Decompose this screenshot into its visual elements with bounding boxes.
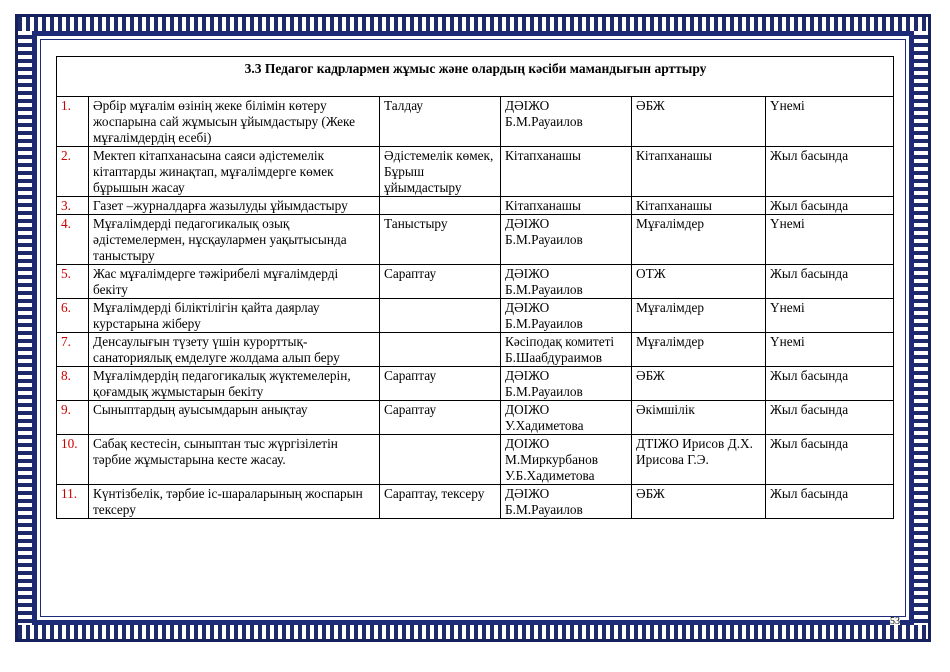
form-cell: Таныстыру [380, 215, 501, 265]
form-cell: Талдау [380, 97, 501, 147]
place-cell: Кітапханашы [632, 197, 766, 215]
row-number: 3. [57, 197, 89, 215]
form-cell: Сараптау [380, 401, 501, 435]
place-cell: ӘБЖ [632, 367, 766, 401]
task-cell: Күнтізбелік, тәрбие іс-шараларының жоспарын тексеру [89, 485, 380, 519]
table-row [57, 435, 894, 485]
responsible-cell: ДӘІЖО Б.М.Рауаилов [501, 367, 632, 401]
responsible-cell: Кәсіподақ комитеті Б.Шаабдураимов [501, 333, 632, 367]
time-cell: Үнемі [766, 299, 894, 333]
time-cell: Жыл басында [766, 435, 894, 485]
time-cell: Жыл басында [766, 147, 894, 197]
responsible-cell: ДОІЖО М.Миркурбанов У.Б.Хадиметова [501, 435, 632, 485]
task-cell: Газет –журналдарға жазылуды ұйымдастыру [89, 197, 380, 215]
form-cell: Сараптау, тексеру [380, 485, 501, 519]
form-cell: Сараптау [380, 265, 501, 299]
time-cell: Жыл басында [766, 485, 894, 519]
task-cell: Жас мұғалімдерге тәжірибелі мұғалімдерді бекіту [89, 265, 380, 299]
responsible-cell: ДӘІЖО Б.М.Рауаилов [501, 299, 632, 333]
time-cell: Жыл басында [766, 265, 894, 299]
table-row [57, 485, 894, 519]
form-cell [380, 197, 501, 215]
table-row [57, 333, 894, 367]
plan-table [56, 56, 894, 519]
responsible-cell: Кітапханашы [501, 197, 632, 215]
place-cell: Кітапханашы [632, 147, 766, 197]
place-cell: Мұғалімдер [632, 299, 766, 333]
place-cell: Мұғалімдер [632, 333, 766, 367]
responsible-cell: ДӘІЖО Б.М.Рауаилов [501, 97, 632, 147]
place-cell: ДТІЖО Ирисов Д.Х. Ирисова Г.Э. [632, 435, 766, 485]
row-number: 7. [57, 333, 89, 367]
table-row [57, 97, 894, 147]
row-number: 9. [57, 401, 89, 435]
place-cell: Мұғалімдер [632, 215, 766, 265]
table-row [57, 401, 894, 435]
responsible-cell: ДӘІЖО Б.М.Рауаилов [501, 215, 632, 265]
form-cell: Әдістемелік көмек, Бұрыш ұйымдастыру [380, 147, 501, 197]
row-number: 2. [57, 147, 89, 197]
time-cell: Жыл басында [766, 197, 894, 215]
time-cell: Жыл басында [766, 401, 894, 435]
time-cell: Үнемі [766, 97, 894, 147]
task-cell: Әрбір мұғалім өзінің жеке білімін көтеру жоспарына сай жұмысын ұйымдастыру (Жеке мұғалімдердің есебі) [89, 97, 380, 147]
row-number: 5. [57, 265, 89, 299]
time-cell: Үнемі [766, 333, 894, 367]
task-cell: Денсаулығын түзету үшін курорттық-санаториялық емделуге жолдама алып беру [89, 333, 380, 367]
place-cell: ОТЖ [632, 265, 766, 299]
form-cell [380, 333, 501, 367]
place-cell: Әкімшілік [632, 401, 766, 435]
table-row [57, 197, 894, 215]
table-row [57, 215, 894, 265]
task-cell: Мұғалімдерді біліктілігін қайта даярлау курстарына жіберу [89, 299, 380, 333]
time-cell: Жыл басында [766, 367, 894, 401]
section-title: 3.3 Педагог кадрлармен жұмыс және олардың кәсіби мамандығын арттыру [57, 57, 894, 97]
table-row [57, 299, 894, 333]
time-cell: Үнемі [766, 215, 894, 265]
responsible-cell: Кітапханашы [501, 147, 632, 197]
form-cell: Сараптау [380, 367, 501, 401]
responsible-cell: ДОІЖО У.Хадиметова [501, 401, 632, 435]
place-cell: ӘБЖ [632, 485, 766, 519]
row-number: 8. [57, 367, 89, 401]
row-number: 10. [57, 435, 89, 485]
row-number: 1. [57, 97, 89, 147]
row-number: 11. [57, 485, 89, 519]
task-cell: Сабақ кестесін, сыныптан тыс жүргізілетін тәрбие жұмыстарына кесте жасау. [89, 435, 380, 485]
responsible-cell: ДӘІЖО Б.М.Рауаилов [501, 485, 632, 519]
task-cell: Сыныптардың ауысымдарын анықтау [89, 401, 380, 435]
form-cell [380, 299, 501, 333]
task-cell: Мектеп кітапханасына саяси әдістемелік кітаптарды жинақтап, мұғалімдерге көмек бұрышын жасау [89, 147, 380, 197]
task-cell: Мұғалімдерді педагогикалық озық әдістемелермен, нұсқаулармен уақытысында таныстыру [89, 215, 380, 265]
place-cell: ӘБЖ [632, 97, 766, 147]
table-row [57, 265, 894, 299]
table-title-row [57, 57, 894, 97]
task-cell: Мұғалімдердің педагогикалық жүктемелерін, қоғамдық жұмыстарын бекіту [89, 367, 380, 401]
form-cell [380, 435, 501, 485]
row-number: 4. [57, 215, 89, 265]
row-number: 6. [57, 299, 89, 333]
table-row [57, 147, 894, 197]
page-number: 53 [890, 617, 900, 625]
responsible-cell: ДӘІЖО Б.М.Рауаилов [501, 265, 632, 299]
table-row [57, 367, 894, 401]
